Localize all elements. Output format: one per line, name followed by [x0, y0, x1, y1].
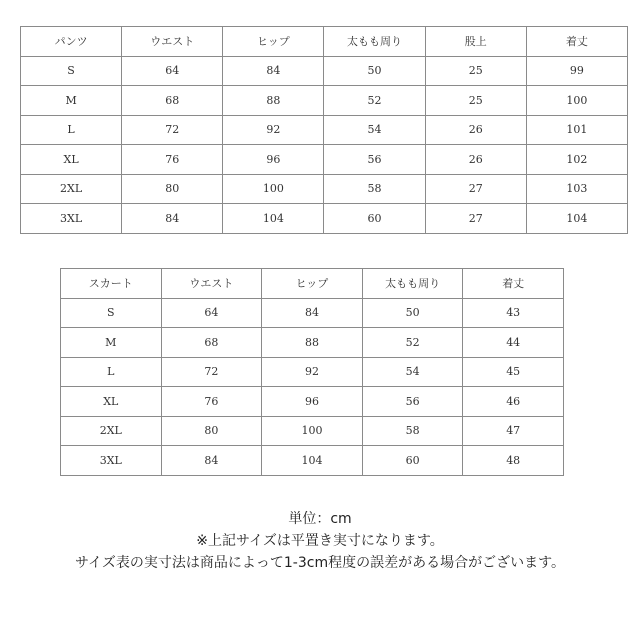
measurement-cell: 84: [223, 56, 324, 86]
unit-note: 単位：cm: [288, 511, 352, 527]
measurement-cell: 58: [362, 416, 463, 446]
measurement-cell: 80: [161, 416, 262, 446]
measurement-cell: 52: [324, 86, 425, 116]
header-cell: 着丈: [526, 27, 627, 57]
measurement-cell: 54: [362, 357, 463, 387]
skirt-size-table: [60, 268, 564, 476]
table-row: [61, 357, 564, 387]
size-label-cell: S: [21, 56, 122, 86]
measurement-cell: 56: [324, 145, 425, 175]
measurement-cell: 72: [161, 357, 262, 387]
measurement-cell: 64: [161, 298, 262, 328]
size-label-cell: L: [61, 357, 162, 387]
table-row: [61, 416, 564, 446]
table-row: [21, 86, 628, 116]
header-cell: ウエスト: [161, 269, 262, 299]
table-header-row: [21, 27, 628, 57]
table-row: [61, 387, 564, 417]
size-label-cell: L: [21, 115, 122, 145]
measurement-cell: 25: [425, 86, 526, 116]
measurement-cell: 88: [262, 328, 363, 358]
size-label-cell: XL: [61, 387, 162, 417]
header-cell: 着丈: [463, 269, 564, 299]
measurement-cell: 76: [161, 387, 262, 417]
measurement-cell: 45: [463, 357, 564, 387]
header-cell: ヒップ: [223, 27, 324, 57]
skirt-table-body: [61, 269, 564, 476]
measurement-cell: 56: [362, 387, 463, 417]
measurement-cell: 84: [122, 204, 223, 234]
size-label-cell: S: [61, 298, 162, 328]
header-cell: スカート: [61, 269, 162, 299]
measurement-cell: 27: [425, 174, 526, 204]
table-row: [21, 115, 628, 145]
size-notes: [0, 508, 640, 574]
measurement-cell: 99: [526, 56, 627, 86]
size-label-cell: M: [61, 328, 162, 358]
measurement-cell: 101: [526, 115, 627, 145]
table-row: [21, 145, 628, 175]
measurement-cell: 84: [161, 446, 262, 476]
measurement-cell: 58: [324, 174, 425, 204]
measurement-cell: 102: [526, 145, 627, 175]
measurement-cell: 44: [463, 328, 564, 358]
header-cell: ヒップ: [262, 269, 363, 299]
size-label-cell: 2XL: [21, 174, 122, 204]
measurement-cell: 48: [463, 446, 564, 476]
measurement-cell: 104: [526, 204, 627, 234]
measurement-cell: 100: [526, 86, 627, 116]
table-row: [21, 56, 628, 86]
header-cell: ウエスト: [122, 27, 223, 57]
measurement-cell: 80: [122, 174, 223, 204]
measurement-cell: 96: [262, 387, 363, 417]
size-label-cell: 3XL: [61, 446, 162, 476]
measurement-cell: 26: [425, 145, 526, 175]
measurement-cell: 64: [122, 56, 223, 86]
table-row: [61, 328, 564, 358]
measurement-cell: 68: [161, 328, 262, 358]
measurement-cell: 26: [425, 115, 526, 145]
measurement-cell: 92: [223, 115, 324, 145]
measurement-cell: 92: [262, 357, 363, 387]
measurement-cell: 43: [463, 298, 564, 328]
pants-table-body: [21, 27, 628, 234]
measurement-cell: 103: [526, 174, 627, 204]
measurement-cell: 54: [324, 115, 425, 145]
measurement-cell: 88: [223, 86, 324, 116]
tolerance-note: サイズ表の実寸法は商品によって1-3cm程度の誤差がある場合がございます。: [75, 555, 565, 571]
measurement-cell: 100: [223, 174, 324, 204]
table-row: [61, 446, 564, 476]
header-cell: 太もも周り: [362, 269, 463, 299]
size-label-cell: M: [21, 86, 122, 116]
size-label-cell: XL: [21, 145, 122, 175]
table-row: [61, 298, 564, 328]
measurement-cell: 50: [324, 56, 425, 86]
measurement-cell: 72: [122, 115, 223, 145]
pants-size-table: [20, 26, 628, 234]
measurement-cell: 104: [223, 204, 324, 234]
measurement-cell: 46: [463, 387, 564, 417]
header-cell: 股上: [425, 27, 526, 57]
measurement-cell: 47: [463, 416, 564, 446]
measurement-cell: 52: [362, 328, 463, 358]
header-cell: 太もも周り: [324, 27, 425, 57]
measurement-cell: 104: [262, 446, 363, 476]
measurement-cell: 50: [362, 298, 463, 328]
measurement-cell: 60: [324, 204, 425, 234]
size-label-cell: 3XL: [21, 204, 122, 234]
measurement-cell: 27: [425, 204, 526, 234]
measurement-cell: 96: [223, 145, 324, 175]
measurement-cell: 84: [262, 298, 363, 328]
size-label-cell: 2XL: [61, 416, 162, 446]
table-header-row: [61, 269, 564, 299]
table-row: [21, 174, 628, 204]
measurement-cell: 60: [362, 446, 463, 476]
measurement-cell: 76: [122, 145, 223, 175]
header-cell: パンツ: [21, 27, 122, 57]
measurement-note: ※上記サイズは平置き実寸になります。: [196, 533, 444, 549]
table-row: [21, 204, 628, 234]
measurement-cell: 68: [122, 86, 223, 116]
measurement-cell: 100: [262, 416, 363, 446]
measurement-cell: 25: [425, 56, 526, 86]
